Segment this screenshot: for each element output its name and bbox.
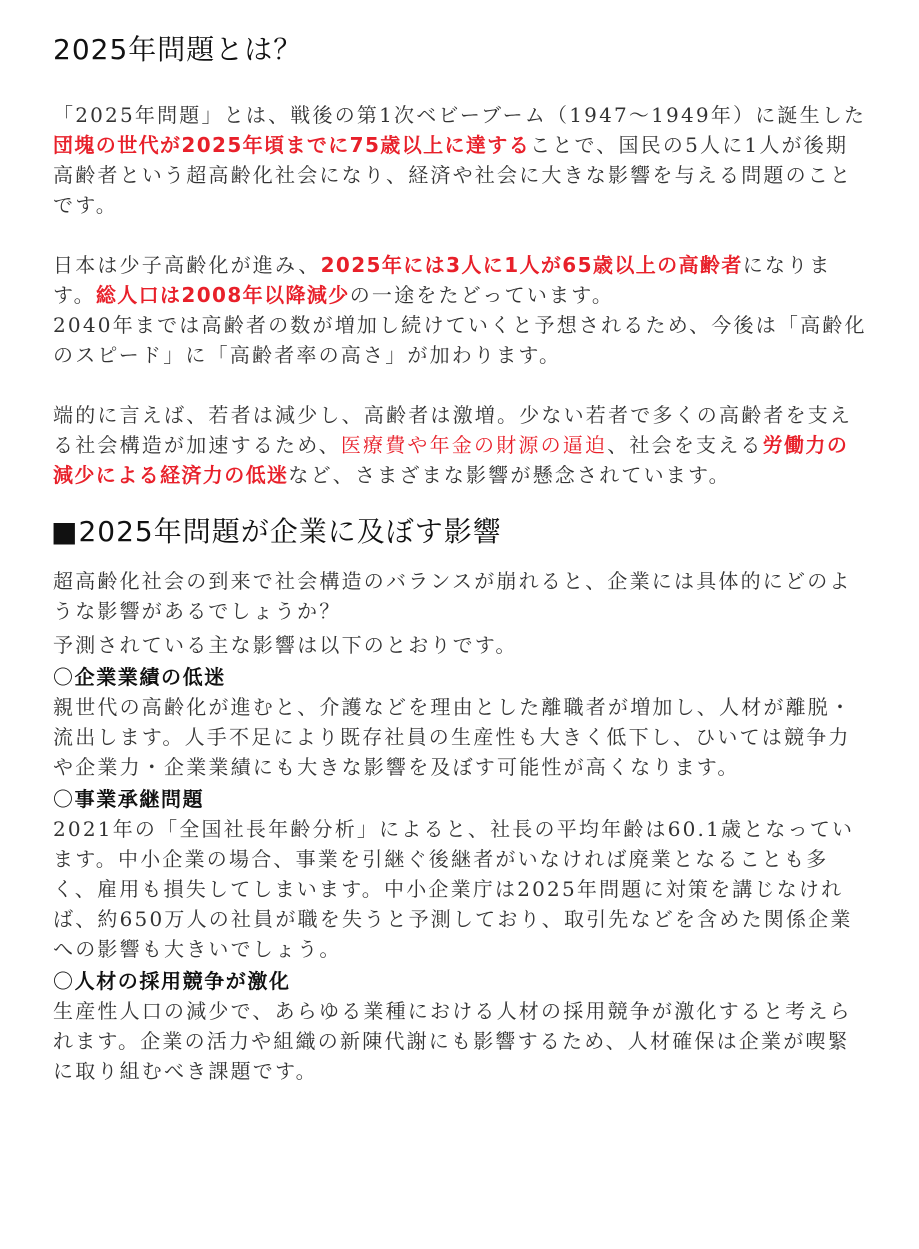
intro-p2-highlight-1: 2025年には3人に1人が65歳以上の高齢者 (320, 253, 743, 277)
intro-p4-text-3: など、さまざまな影響が懸念されています。 (288, 463, 731, 487)
impact-heading-3-text: 人材の採用競争が激化 (74, 969, 291, 993)
impact-heading-2-text: 事業承継問題 (74, 787, 205, 811)
circle-mark-icon: 〇 (53, 665, 75, 689)
intro-p1-text-1: 「2025年問題」とは、戦後の第1次ベビーブーム（1947〜1949年）に誕生した (53, 103, 867, 127)
document-page (53, 30, 868, 1086)
impact-body-1: 親世代の高齢化が進むと、介護などを理由とした離職者が増加し、人材が離脱・流出します。人手不足により既存社員の生産性も大きく低下し、ひいては競争力や企業力・企業業績にも大きな影響を及ぼす可能性が高くなります。 (53, 695, 853, 779)
impact-heading-1 (53, 662, 868, 692)
intro-paragraph-1 (53, 100, 868, 220)
impact-body-3: 生産性人口の減少で、あらゆる業種における人材の採用競争が激化すると考えられます。企業の活力や組織の新陳代謝にも影響するため、人材確保は企業が喫緊に取り組むべき課題です。 (53, 999, 852, 1083)
intro-p4-text-2: 、社会を支える (607, 433, 763, 457)
impact-body-2: 2021年の「全国社長年齢分析」によると、社長の平均年齢は60.1歳となっています。中小企業の場合、事業を引継ぐ後継者がいなければ廃業となることも多く、雇用も損失してしまいます。中小企業庁は2025年問題に対策を講じなければ、約650万人の社員が職を失うと予測しており、取引先などを含めた関係企業への影響も大きいでしょう。 (53, 817, 855, 961)
intro-p4-highlight-1: 医療費や年金の財源の逼迫 (340, 433, 608, 457)
section-heading: ■2025年問題が企業に及ぼす影響 (51, 515, 502, 548)
intro-paragraph-3: 2040年までは高齢者の数が増加し続けていくと予想されるため、今後は「高齢化のスピード」に「高齢者率の高さ」が加わります。 (53, 313, 867, 367)
paragraph-gap (53, 220, 868, 250)
paragraph-gap (53, 370, 868, 400)
intro-paragraph-2 (53, 250, 868, 310)
circle-mark-icon: 〇 (53, 969, 75, 993)
section-paragraph-1: 超高齢化社会の到来で社会構造のバランスが崩れると、企業には具体的にどのような影響があるでしょうか？ (53, 569, 852, 623)
intro-p2-text-2: になります。 (53, 253, 832, 307)
section-paragraph-2: 予測されている主な影響は以下のとおりです。 (53, 633, 518, 657)
intro-p1-highlight-1: 団塊の世代が2025年頃までに75歳以上に達する (53, 133, 531, 157)
circle-mark-icon: 〇 (53, 787, 75, 811)
impact-heading-1-text: 企業業績の低迷 (74, 665, 226, 689)
intro-p2-highlight-2: 総人口は2008年以降減少 (95, 283, 350, 307)
intro-p1-text-2: ことで、国民の5人に1人が後期高齢者という超高齢化社会になり、経済や社会に大きな影響を与える問題のことです。 (53, 133, 853, 217)
intro-p2-text-1: 日本は少子高齢化が進み、 (53, 253, 321, 277)
intro-paragraph-4 (53, 400, 868, 490)
intro-p2-text-3: の一途をたどっています。 (349, 283, 615, 307)
page-title: 2025年問題とは？ (53, 33, 303, 66)
intro-p4-text-1: 端的に言えば、若者は減少し、高齢者は激増。少ない若者で多くの高齢者を支える社会構造が加速するため、 (53, 403, 853, 457)
impact-heading-3 (53, 966, 868, 996)
impact-heading-2 (53, 784, 868, 814)
intro-p4-highlight-2: 労働力の減少による経済力の低迷 (53, 433, 849, 487)
